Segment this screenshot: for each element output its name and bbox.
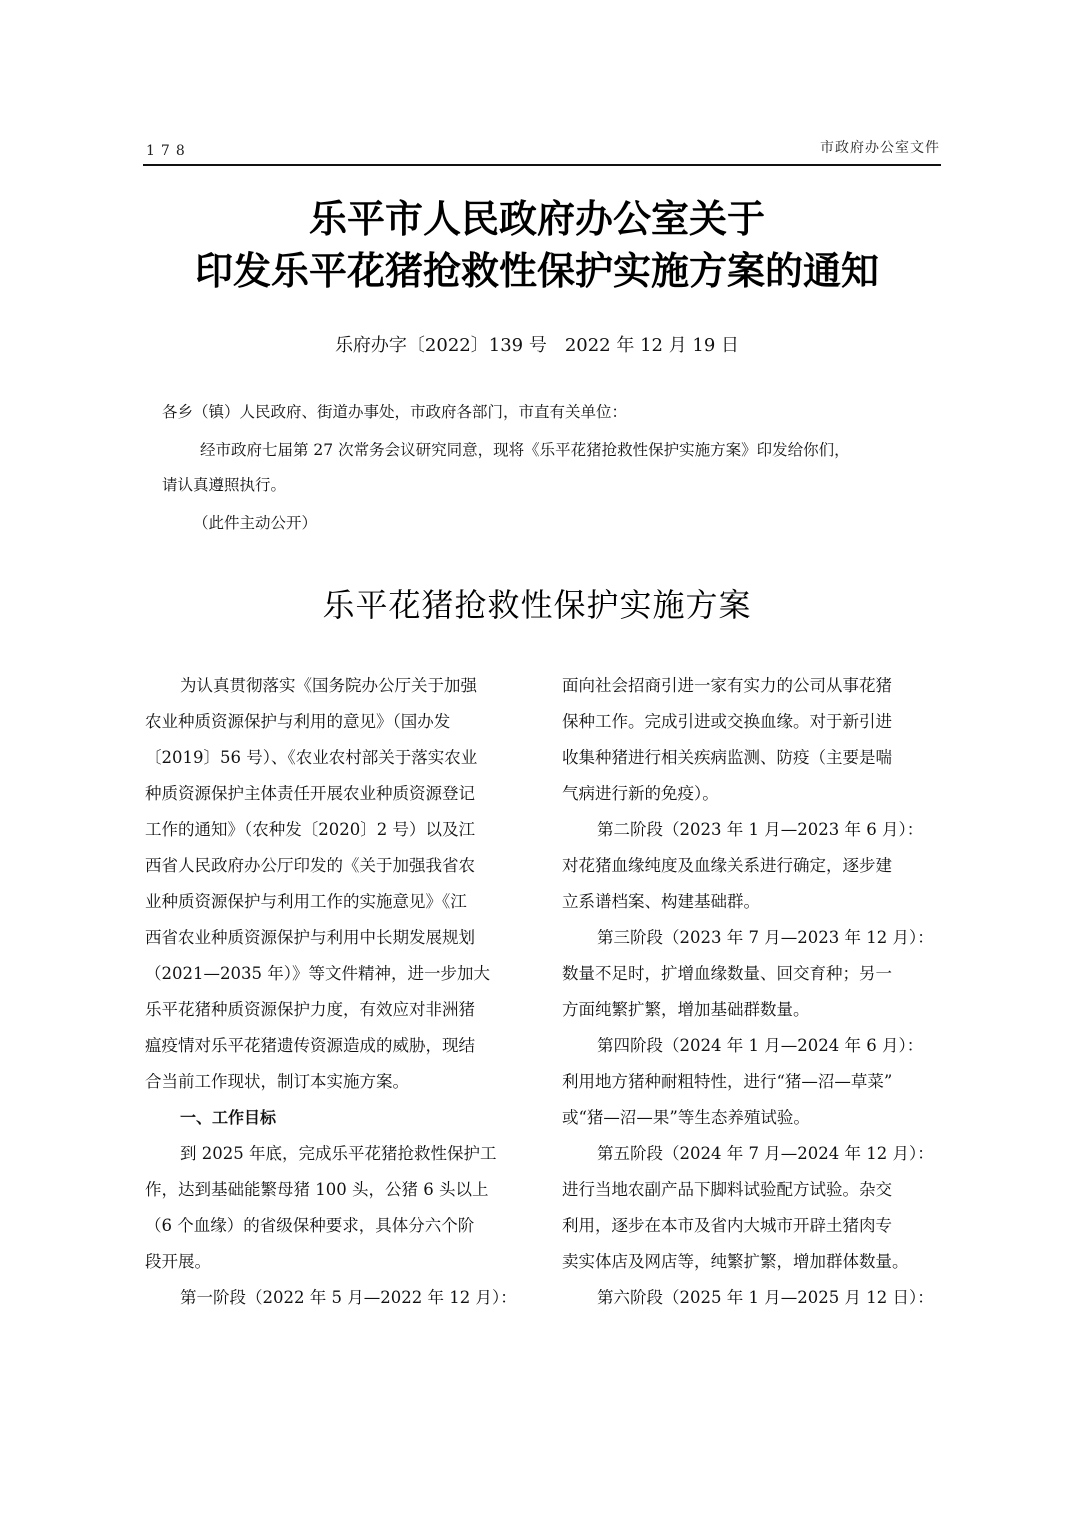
text-line: 第四阶段（2024 年 1 月—2024 年 6 月）： [597,1036,924,1055]
text-line: 到 2025 年底，完成乐平花猪抢救性保护工 [180,1144,497,1163]
text-line: 方面纯繁扩繁，增加基础群数量。 [562,1000,810,1019]
text-line: 工作的通知》（农种发〔2020〕2 号）以及江 [145,820,475,839]
document-number-date: 乐府办字〔2022〕139 号 2022 年 12 月 19 日 [334,335,740,356]
text-line: 利用，逐步在本市及省内大城市开辟土猪肉专 [562,1216,892,1235]
text-line: 乐平花猪种质资源保护力度，有效应对非洲猪 [145,1000,475,1019]
text-line: 为认真贯彻落实《国务院办公厅关于加强 [180,676,477,695]
text-line: 收集种猪进行相关疾病监测、防疫（主要是喘 [562,748,892,767]
text-line: 段开展。 [145,1252,211,1271]
text-line: 第六阶段（2025 年 1 月—2025 月 12 日）： [597,1288,934,1307]
text-line: 西省农业种质资源保护与利用中长期发展规划 [145,928,475,947]
header-rule [143,164,941,166]
notice-title-line-2: 印发乐平花猪抢救性保护实施方案的通知 [194,248,879,293]
left-column [145,672,525,1320]
text-line: 业种质资源保护与利用工作的实施意见》《江 [145,892,467,911]
notice-body-line-2: 请认真遵照执行。 [162,476,287,494]
text-line: 瘟疫情对乐平花猪遗传资源造成的威胁，现结 [145,1036,475,1055]
text-line: 面向社会招商引进一家有实力的公司从事花猪 [562,676,892,695]
page-number: 178 [146,143,191,159]
plan-title: 乐平花猪抢救性保护实施方案 [322,586,752,624]
text-line: 第一阶段（2022 年 5 月—2022 年 12 月）： [180,1288,517,1307]
section-heading: 一、工作目标 [180,1108,277,1127]
text-line: 西省人民政府办公厅印发的《关于加强我省农 [145,856,475,875]
notice-body-line-1: 经市政府七届第 27 次常务会议研究同意，现将《乐平花猪抢救性保护实施方案》印发给你们， [200,441,850,459]
text-line: 数量不足时，扩增血缘数量、回交育种；另一 [562,964,892,983]
text-line: 进行当地农副产品下脚料试验配方试验。杂交 [562,1180,892,1199]
text-line: 利用地方猪种耐粗特性，进行“猪—沼—草菜” [562,1072,893,1091]
text-line: （2021—2035 年）》等文件精神，进一步加大 [145,964,490,983]
text-line: 种质资源保护主体责任开展农业种质资源登记 [145,784,475,803]
text-line: 气病进行新的免疫）。 [562,784,719,803]
text-line: 合当前工作现状，制订本实施方案。 [145,1072,409,1091]
notice-title-line-1: 乐平市人民政府办公室关于 [308,196,765,241]
text-line: 作，达到基础能繁母猪 100 头，公猪 6 头以上 [145,1180,489,1199]
text-line: 或“猪—沼—果”等生态养殖试验。 [562,1108,810,1127]
text-line: 对花猪血缘纯度及血缘关系进行确定，逐步建 [562,856,892,875]
text-line: 卖实体店及网店等，纯繁扩繁，增加群体数量。 [562,1252,909,1271]
text-line: 第三阶段（2023 年 7 月—2023 年 12 月）： [597,928,934,947]
text-line: 〔2019〕56 号）、《农业农村部关于落实农业 [145,748,478,767]
right-column [562,672,942,1320]
text-line: （6 个血缘）的省级保种要求，具体分六个阶 [145,1216,475,1235]
text-line: 立系谱档案、构建基础群。 [562,892,760,911]
text-line: 第五阶段（2024 年 7 月—2024 年 12 月）： [597,1144,934,1163]
running-head: 市政府办公室文件 [820,140,940,156]
disclosure-note: （此件主动公开） [193,514,318,532]
recipients: 各乡（镇）人民政府、街道办事处，市政府各部门，市直有关单位： [162,403,628,421]
text-line: 农业种质资源保护与利用的意见》（国办发 [145,712,451,731]
text-line: 第二阶段（2023 年 1 月—2023 年 6 月）： [597,820,924,839]
text-line: 保种工作。完成引进或交换血缘。对于新引进 [562,712,892,731]
